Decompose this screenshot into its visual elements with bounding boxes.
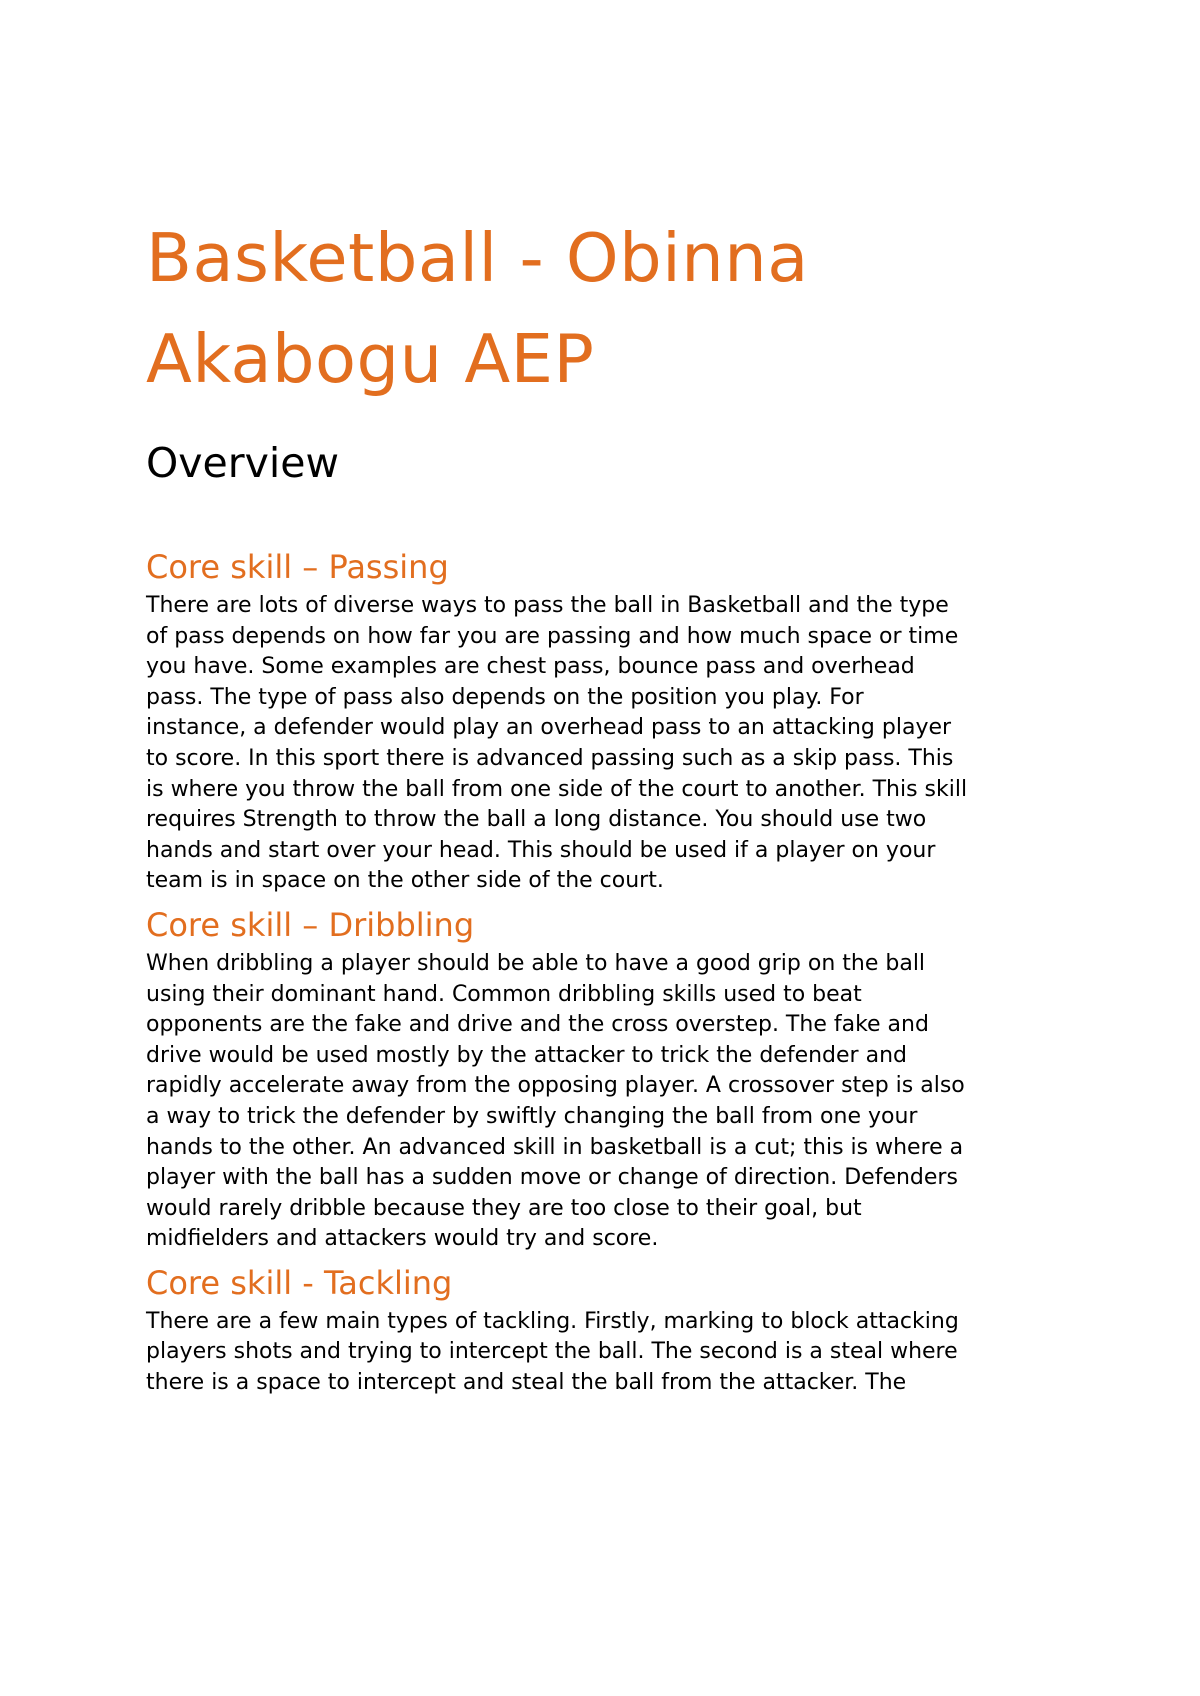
section-body-passing: There are lots of diverse ways to pass the ball in Basketball and the type of pass depends on how far you are passing and how much space or time you have. Some examples are chest pass, bounce pass and overhead pass. The type of pass also depends on the position you play. For instance, a defender would play an overhead pass to an attacking player to score. In this sport there is advanced passing such as a skip pass. This is where you throw the ball from one side of the court to another. This skill requires Strength to throw the ball a long distance. You should use two hands and start over your head. This should be used if a player on your team is in space on the other side of the court. xyxy=(146,593,968,894)
section-body-dribbling: When dribbling a player should be able to have a good grip on the ball using their dominant hand. Common dribbling skills used to beat opponents are the fake and drive and the cross overstep. The fake and drive would be used mostly by the attacker to trick the defender and rapidly accelerate away from the opposing player. A crossover step is also a way to trick the defender by swiftly changing the ball from one your hands to the other. An advanced skill in basketball is a cut; this is where a player with the ball has a sudden move or change of direction. Defenders would rarely dribble because they are too close to their goal, but midfielders and attackers would try and score. xyxy=(146,950,965,1252)
document-content xyxy=(146,208,1071,1399)
section-heading-tackling: Core skill - Tackling xyxy=(146,1263,453,1302)
section-heading-passing: Core skill – Passing xyxy=(146,548,449,586)
document-subtitle: Overview xyxy=(146,439,340,487)
section-tackling xyxy=(146,1263,1071,1399)
section-body-tackling: There are a few main types of tackling. Firstly, marking to block attacking players shots and trying to intercept the ball. The second is a steal where there is a space to intercept and steal the ball from the attacker. The xyxy=(146,1308,959,1396)
section-passing xyxy=(146,547,1071,897)
section-heading-dribbling: Core skill – Dribbling xyxy=(146,905,475,944)
section-dribbling xyxy=(146,905,1071,1255)
document-title: Basketball - Obinna Akabogu AEP xyxy=(146,219,809,398)
